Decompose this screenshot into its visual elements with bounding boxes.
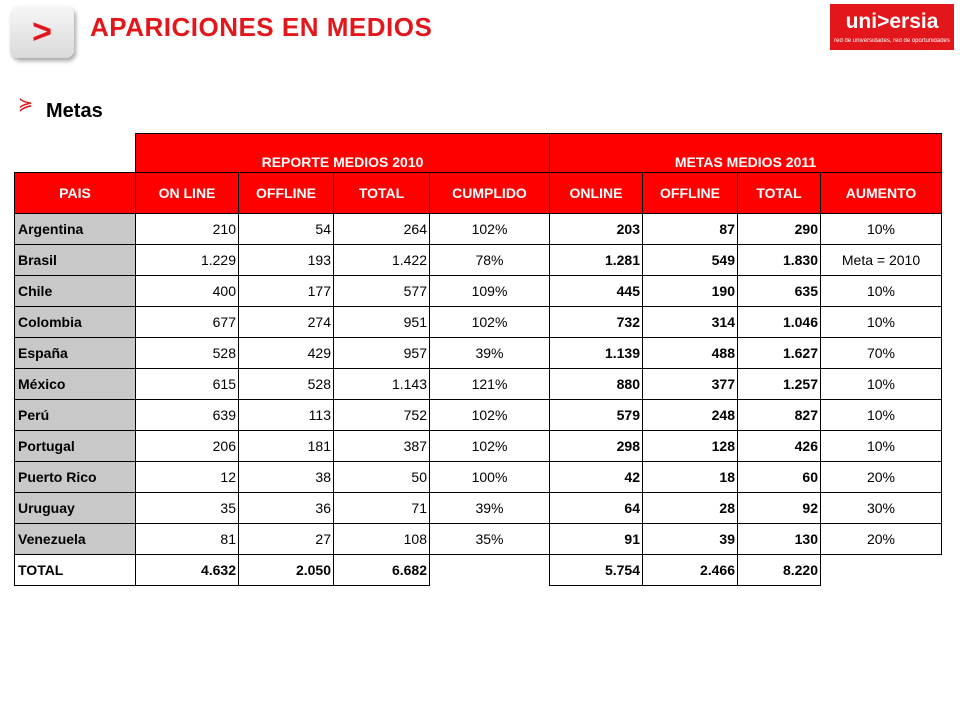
column-header-online-2011: ONLINE (550, 173, 643, 214)
universia-logo (830, 4, 954, 50)
cell-cumplido: 121% (430, 369, 550, 400)
cell-offline-2011: 488 (643, 338, 738, 369)
cell-offline-2011: 248 (643, 400, 738, 431)
table-row (15, 431, 942, 462)
cell-total-2010: 957 (334, 338, 430, 369)
total-offline-2010: 2.050 (239, 555, 334, 586)
cell-aumento: 20% (821, 524, 942, 555)
cell-total-2010: 108 (334, 524, 430, 555)
table-row (15, 214, 942, 245)
cell-cumplido: 100% (430, 462, 550, 493)
country-cell: Puerto Rico (15, 462, 136, 493)
cell-online-2010: 639 (136, 400, 239, 431)
chevron-icon: > (10, 6, 74, 58)
cell-offline-2010: 27 (239, 524, 334, 555)
cell-total-2010: 1.143 (334, 369, 430, 400)
cell-online-2010: 528 (136, 338, 239, 369)
cell-cumplido: 39% (430, 493, 550, 524)
cell-aumento: 10% (821, 431, 942, 462)
country-cell: Chile (15, 276, 136, 307)
cell-offline-2010: 528 (239, 369, 334, 400)
cell-cumplido: 78% (430, 245, 550, 276)
cell-aumento: 10% (821, 276, 942, 307)
table-row (15, 307, 942, 338)
column-header-aumento: AUMENTO (821, 173, 942, 214)
cell-online-2010: 206 (136, 431, 239, 462)
country-cell: México (15, 369, 136, 400)
cell-offline-2011: 18 (643, 462, 738, 493)
table-row (15, 524, 942, 555)
cell-offline-2011: 87 (643, 214, 738, 245)
cell-online-2011: 91 (550, 524, 643, 555)
table-row (15, 493, 942, 524)
total-cumplido (430, 555, 550, 586)
cell-online-2011: 579 (550, 400, 643, 431)
section-marker-icon: ≽ (18, 94, 34, 114)
cell-total-2011: 426 (738, 431, 821, 462)
cell-online-2011: 1.139 (550, 338, 643, 369)
cell-aumento: 30% (821, 493, 942, 524)
media-goals-table (14, 133, 942, 586)
cell-online-2010: 81 (136, 524, 239, 555)
cell-online-2011: 445 (550, 276, 643, 307)
cell-online-2011: 880 (550, 369, 643, 400)
cell-cumplido: 102% (430, 307, 550, 338)
cell-offline-2010: 177 (239, 276, 334, 307)
cell-online-2011: 203 (550, 214, 643, 245)
cell-total-2011: 827 (738, 400, 821, 431)
total-aumento (821, 555, 942, 586)
table-row (15, 400, 942, 431)
country-cell: Uruguay (15, 493, 136, 524)
cell-online-2011: 1.281 (550, 245, 643, 276)
cell-total-2010: 387 (334, 431, 430, 462)
cell-cumplido: 102% (430, 400, 550, 431)
cell-aumento: 10% (821, 369, 942, 400)
cell-online-2011: 64 (550, 493, 643, 524)
cell-total-2011: 1.257 (738, 369, 821, 400)
table-row (15, 462, 942, 493)
cell-offline-2010: 36 (239, 493, 334, 524)
table-row (15, 369, 942, 400)
cell-total-2011: 1.627 (738, 338, 821, 369)
cell-total-2010: 752 (334, 400, 430, 431)
country-cell: Perú (15, 400, 136, 431)
total-label: TOTAL (15, 555, 136, 586)
cell-offline-2011: 377 (643, 369, 738, 400)
total-offline-2011: 2.466 (643, 555, 738, 586)
cell-online-2010: 400 (136, 276, 239, 307)
column-header-total-2010: TOTAL (334, 173, 430, 214)
cell-total-2010: 577 (334, 276, 430, 307)
total-online-2011: 5.754 (550, 555, 643, 586)
total-row (15, 555, 942, 586)
cell-total-2010: 264 (334, 214, 430, 245)
cell-total-2011: 635 (738, 276, 821, 307)
cell-aumento: Meta = 2010 (821, 245, 942, 276)
cell-offline-2010: 38 (239, 462, 334, 493)
country-cell: Venezuela (15, 524, 136, 555)
cell-cumplido: 35% (430, 524, 550, 555)
cell-online-2010: 1.229 (136, 245, 239, 276)
cell-total-2011: 130 (738, 524, 821, 555)
cell-online-2010: 35 (136, 493, 239, 524)
cell-offline-2010: 181 (239, 431, 334, 462)
table-row (15, 276, 942, 307)
cell-total-2010: 1.422 (334, 245, 430, 276)
group-header-2011: METAS MEDIOS 2011 (550, 134, 942, 173)
country-cell: Portugal (15, 431, 136, 462)
cell-offline-2010: 113 (239, 400, 334, 431)
cell-online-2011: 732 (550, 307, 643, 338)
country-cell: Argentina (15, 214, 136, 245)
cell-total-2011: 60 (738, 462, 821, 493)
cell-aumento: 10% (821, 400, 942, 431)
cell-offline-2011: 39 (643, 524, 738, 555)
cell-total-2010: 71 (334, 493, 430, 524)
logo-tagline: red de universidades, red de oportunidades (834, 38, 950, 44)
total-total-2011: 8.220 (738, 555, 821, 586)
cell-offline-2011: 28 (643, 493, 738, 524)
column-header-offline-2010: OFFLINE (239, 173, 334, 214)
cell-aumento: 70% (821, 338, 942, 369)
table-row (15, 245, 942, 276)
logo-text: uni>ersia (845, 10, 939, 33)
column-header-cumplido: CUMPLIDO (430, 173, 550, 214)
column-header-pais: PAIS (15, 173, 136, 214)
cell-online-2011: 298 (550, 431, 643, 462)
cell-offline-2011: 128 (643, 431, 738, 462)
page-title: APARICIONES EN MEDIOS (90, 12, 433, 42)
header-blank (15, 134, 136, 173)
cell-offline-2011: 549 (643, 245, 738, 276)
cell-online-2010: 12 (136, 462, 239, 493)
cell-total-2010: 951 (334, 307, 430, 338)
column-header-total-2011: TOTAL (738, 173, 821, 214)
table-row (15, 338, 942, 369)
column-header-online-2010: ON LINE (136, 173, 239, 214)
cell-offline-2011: 190 (643, 276, 738, 307)
cell-online-2010: 615 (136, 369, 239, 400)
cell-cumplido: 109% (430, 276, 550, 307)
cell-cumplido: 102% (430, 214, 550, 245)
country-cell: Brasil (15, 245, 136, 276)
country-cell: Colombia (15, 307, 136, 338)
cell-aumento: 10% (821, 214, 942, 245)
column-header-offline-2011: OFFLINE (643, 173, 738, 214)
cell-aumento: 10% (821, 307, 942, 338)
cell-total-2010: 50 (334, 462, 430, 493)
cell-cumplido: 102% (430, 431, 550, 462)
cell-online-2010: 210 (136, 214, 239, 245)
cell-offline-2010: 193 (239, 245, 334, 276)
cell-total-2011: 1.830 (738, 245, 821, 276)
total-online-2010: 4.632 (136, 555, 239, 586)
cell-total-2011: 290 (738, 214, 821, 245)
cell-offline-2011: 314 (643, 307, 738, 338)
country-cell: España (15, 338, 136, 369)
cell-online-2010: 677 (136, 307, 239, 338)
group-header-2010: REPORTE MEDIOS 2010 (136, 134, 550, 173)
total-total-2010: 6.682 (334, 555, 430, 586)
cell-offline-2010: 274 (239, 307, 334, 338)
cell-aumento: 20% (821, 462, 942, 493)
cell-total-2011: 92 (738, 493, 821, 524)
cell-offline-2010: 54 (239, 214, 334, 245)
section-title: Metas (46, 100, 103, 122)
cell-online-2011: 42 (550, 462, 643, 493)
cell-offline-2010: 429 (239, 338, 334, 369)
cell-total-2011: 1.046 (738, 307, 821, 338)
cell-cumplido: 39% (430, 338, 550, 369)
